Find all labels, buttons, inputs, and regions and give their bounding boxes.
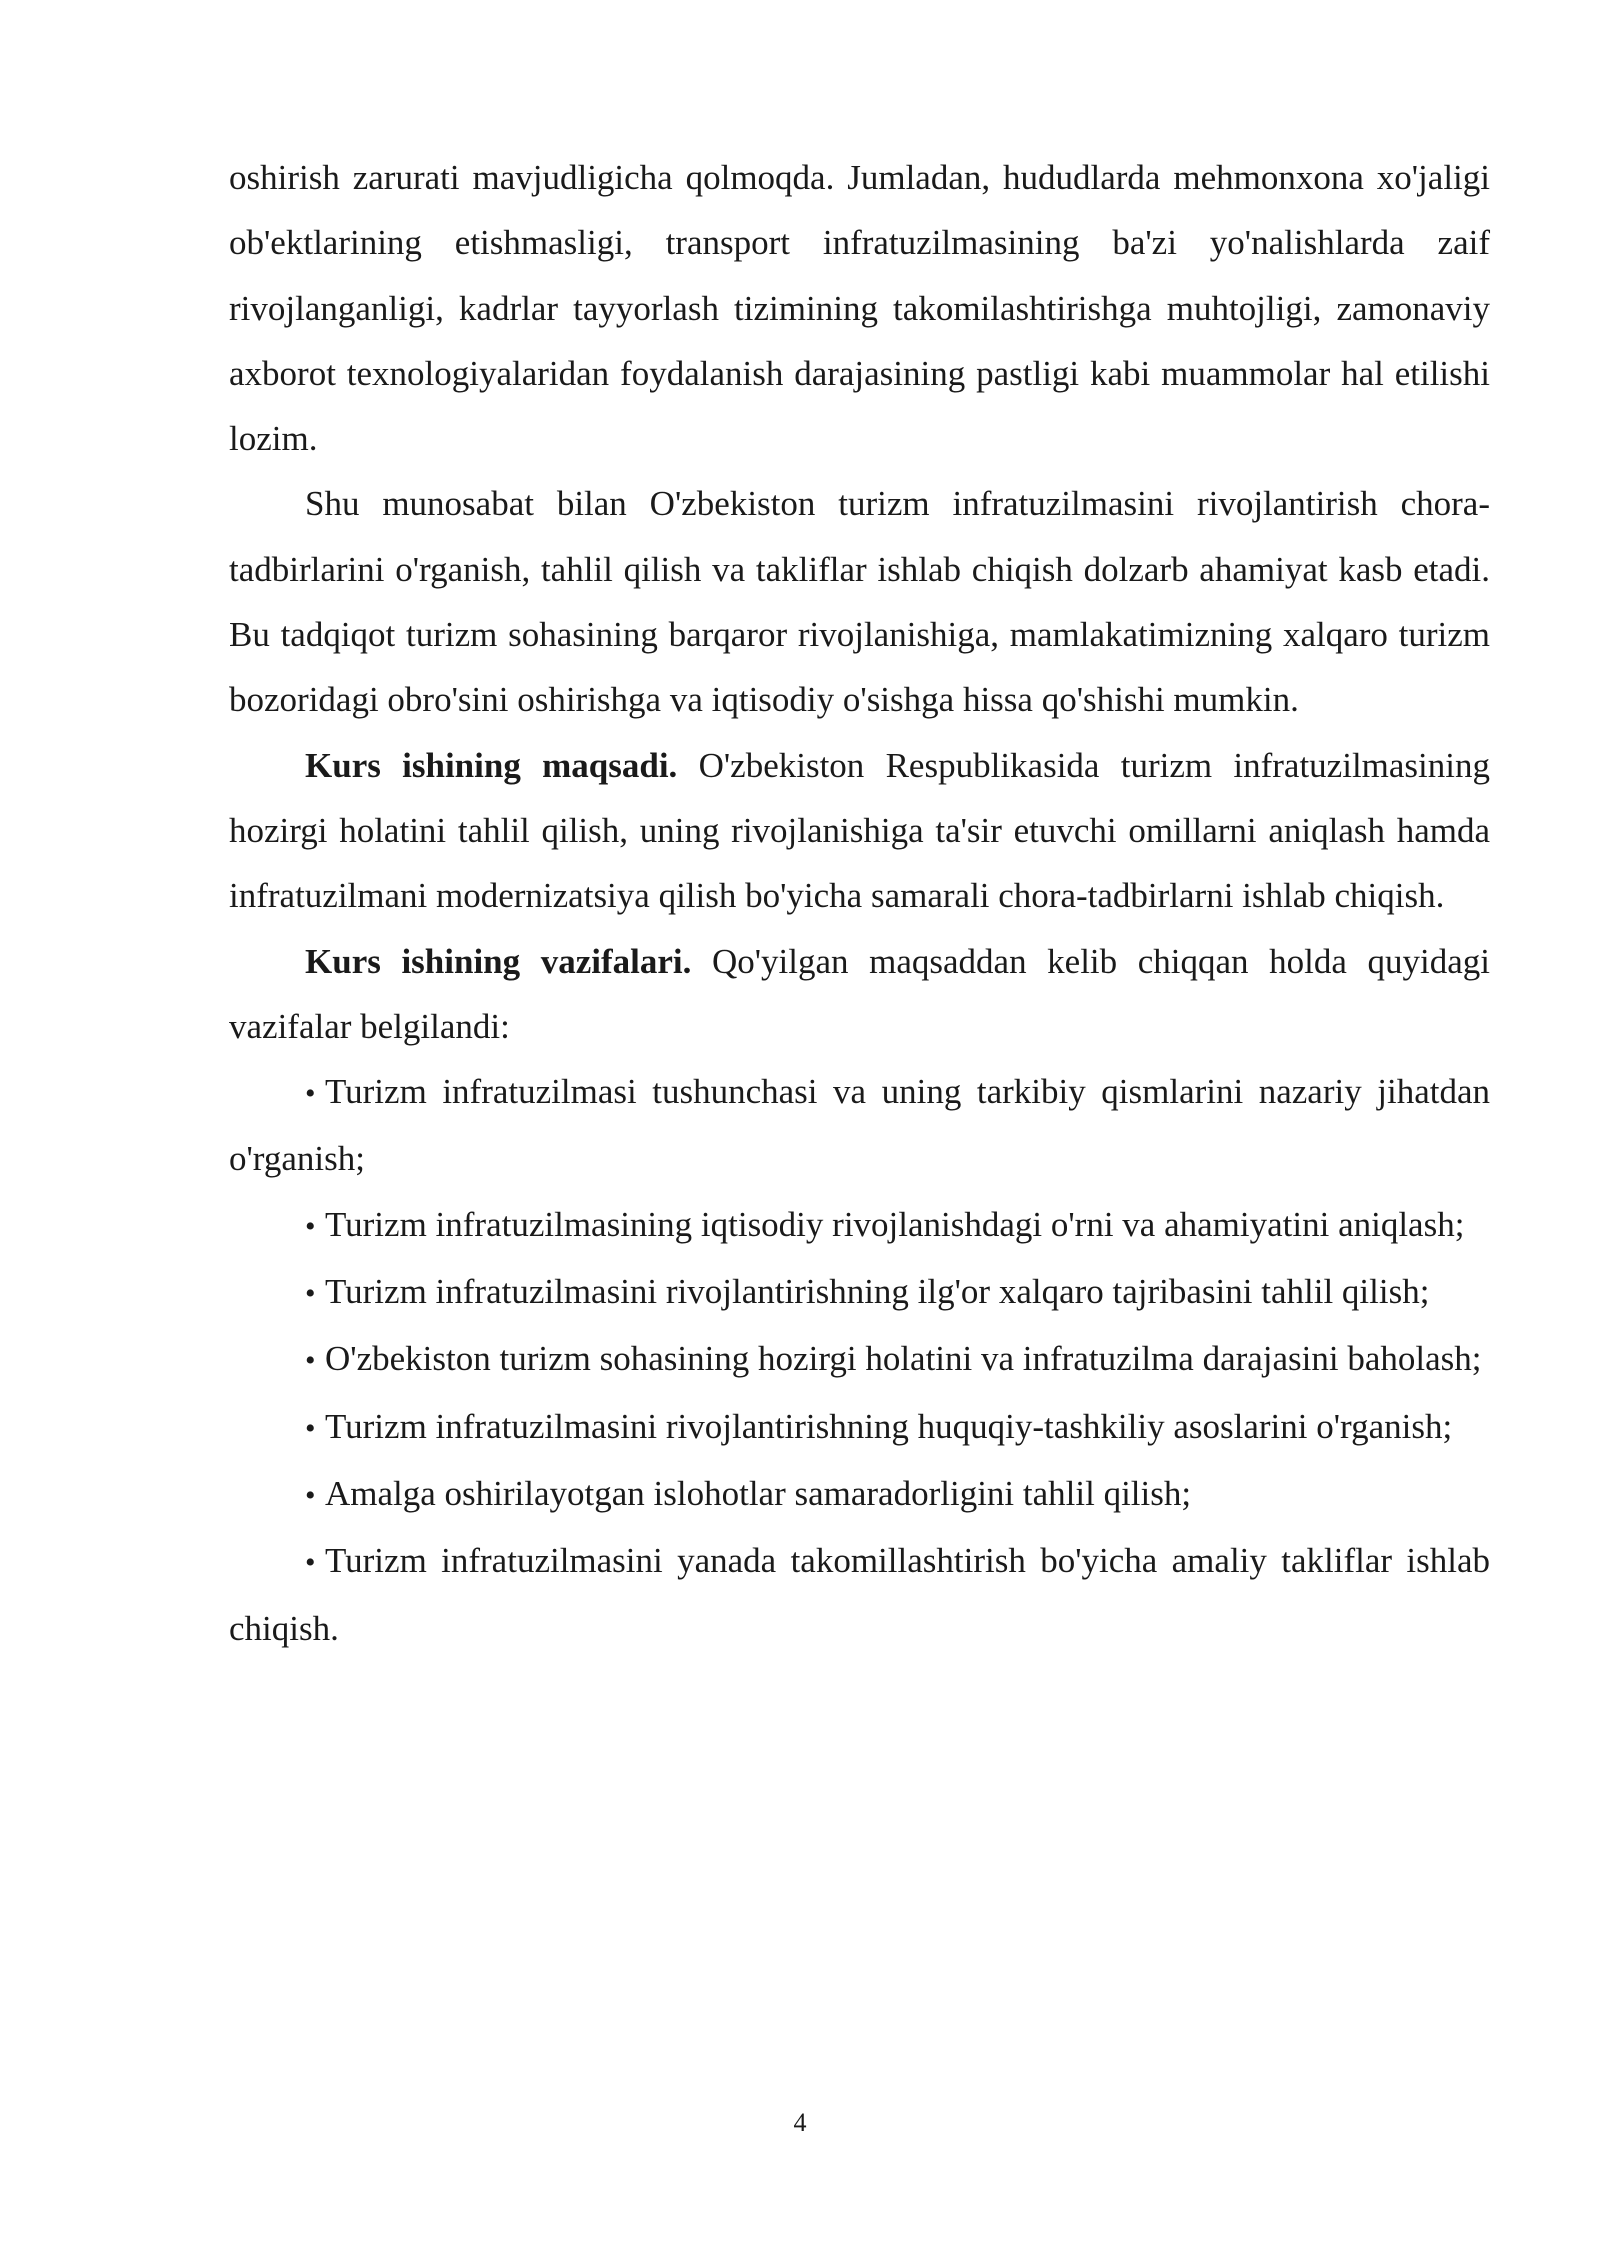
bullet-icon: • (305, 1546, 316, 1580)
task-item-2 (229, 1192, 1490, 1259)
bullet-icon: • (305, 1077, 316, 1111)
tasks-heading: Kurs ishining vazifalari. (305, 941, 692, 981)
bullet-icon: • (305, 1478, 316, 1512)
task-text: Turizm infratuzilmasining iqtisodiy rivojlanishdagi o'rni va ahamiyatini aniqlash; (325, 1204, 1465, 1244)
task-item-4 (229, 1326, 1490, 1393)
paragraph-relevance: Shu munosabat bilan O'zbekiston turizm infratuzilmasini rivojlantirish chora-tadbirlarini o'rganish, tahlil qilish va takliflar ishlab chiqish dolzarb ahamiyat kasb etadi. Bu tadqiqot turizm sohasining barqaror rivojlanishiga, mamlakatimizning xalqaro turizm bozoridagi obro'sini oshirishga va iqtisodiy o'sishga hissa qo'shishi mumkin. (229, 484, 1490, 720)
tasks-text: Qo'yilgan maqsaddan kelib chiqqan holda quyidagi vazifalar belgilandi: (229, 941, 1490, 1046)
task-text: Amalga oshirilayotgan islohotlar samaradorligini tahlil qilish; (325, 1473, 1192, 1513)
paragraph-tasks (229, 929, 1490, 1060)
task-item-5 (229, 1394, 1490, 1461)
task-text: Turizm infratuzilmasi tushunchasi va uning tarkibiy qismlarini nazariy jihatdan o'rganish; (229, 1072, 1490, 1179)
task-item-1 (229, 1059, 1490, 1192)
goal-text: O'zbekiston Respublikasida turizm infratuzilmasining hozirgi holatini tahlil qilish, uning rivojlanishiga ta'sir etuvchi omillarni aniqlash hamda infratuzilmani modernizatsiya qilish bo'yicha samarali chora-tadbirlarni ishlab chiqish. (229, 745, 1490, 916)
task-item-3 (229, 1259, 1490, 1326)
task-text: Turizm infratuzilmasini rivojlantirishning ilg'or xalqaro tajribasini tahlil qilish; (325, 1272, 1430, 1312)
task-text: Turizm infratuzilmasini rivojlantirishning huquqiy-tashkiliy asoslarini o'rganish; (325, 1406, 1453, 1446)
goal-heading: Kurs ishining maqsadi. (305, 745, 678, 785)
paragraph-intro-continuation: oshirish zarurati mavjudligicha qolmoqda. Jumladan, hududlarda mehmonxona xo'jaligi ob'ektlarining etishmasligi, transport infratuzilmasining ba'zi yo'nalishlarda zaif rivojlanganligi, kadrlar tayyorlash tizimining takomilashtirishga muhtojligi, zamonaviy axborot texnologiyalaridan foydalanish darajasining pastligi kabi muammolar hal etilishi lozim. (229, 158, 1490, 459)
task-text: Turizm infratuzilmasini yanada takomillashtirish bo'yicha amaliy takliflar ishlab chiqish. (229, 1541, 1490, 1648)
task-item-6 (229, 1461, 1490, 1528)
bullet-icon: • (305, 1411, 316, 1445)
task-text: O'zbekiston turizm sohasining hozirgi holatini va infratuzilma darajasini baholash; (325, 1339, 1482, 1379)
task-item-7 (229, 1528, 1490, 1661)
bullet-icon: • (305, 1209, 316, 1243)
bullet-icon: • (305, 1277, 316, 1311)
page-number: 4 (793, 2108, 807, 2137)
paragraph-goal (229, 733, 1490, 929)
bullet-icon: • (305, 1344, 316, 1378)
document-body (229, 145, 1490, 1661)
